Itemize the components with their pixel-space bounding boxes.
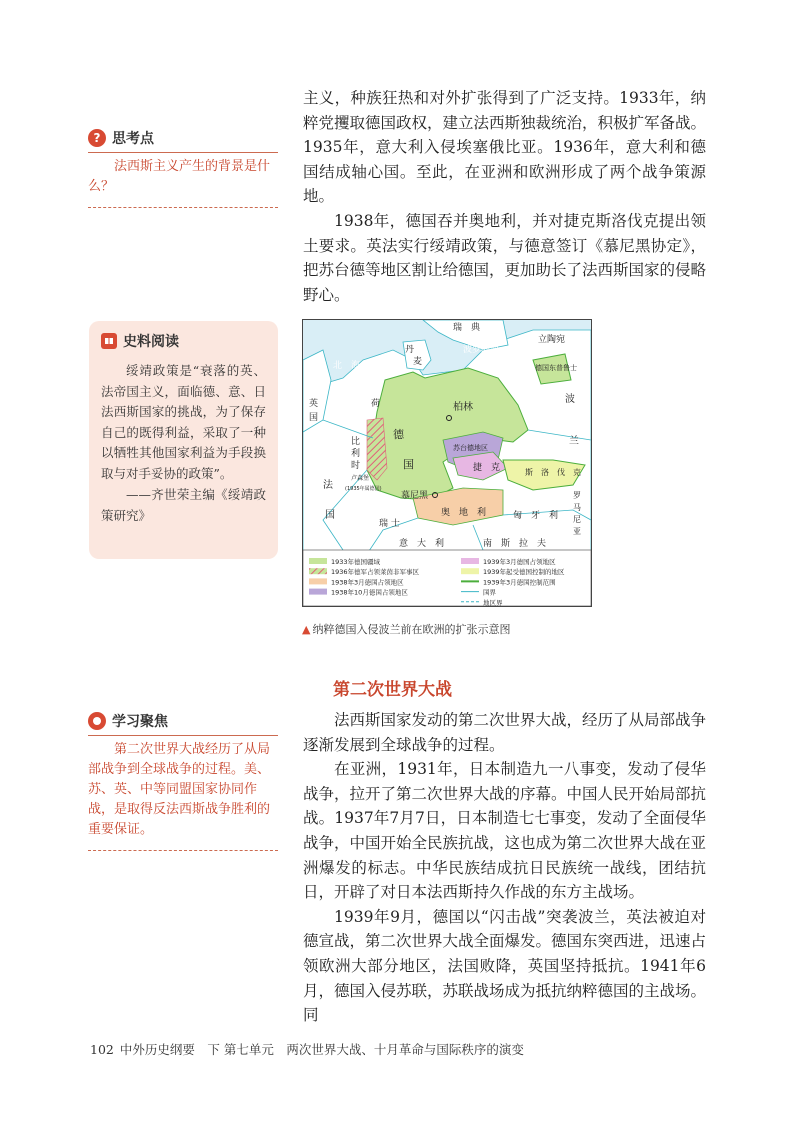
map-label-luxembourg-note: (1935年属德国) <box>345 486 382 492</box>
map-label-yugoslavia: 南 斯 拉 夫 <box>483 539 547 549</box>
legend-swatch <box>309 589 327 595</box>
legend-label: 1939年3月德国占领地区 <box>483 558 556 566</box>
divider <box>88 850 278 851</box>
legend-label: 1939年起受德国控制的地区 <box>483 568 565 577</box>
map-label-denmark2: 麦 <box>413 357 423 367</box>
legend-label: 国界 <box>483 588 496 597</box>
map-label-poland: 波 <box>565 394 575 405</box>
legend-swatch <box>309 558 327 564</box>
legend-label: 1939年3月德国控制范围 <box>483 578 556 587</box>
divider <box>88 152 278 153</box>
source-reading-box <box>89 321 278 559</box>
legend-label: 1933年德国疆域 <box>331 558 381 566</box>
source-reading-text <box>101 361 266 526</box>
map-label-belgium2: 利 <box>351 449 361 459</box>
divider <box>88 207 278 208</box>
map-label-italy: 意 大 利 <box>399 539 445 549</box>
map-label-hungary: 匈 牙 利 <box>513 511 559 521</box>
think-point-box <box>88 128 278 208</box>
footer-text: 中外历史纲要 下 第七单元 两次世界大战、十月革命与国际秩序的演变 <box>119 1042 524 1057</box>
main-text-ww2 <box>303 708 706 1028</box>
map-label-east-prussia: 德国东普鲁士 <box>535 364 577 372</box>
page-number: 102 <box>90 1042 114 1057</box>
legend-swatch <box>309 568 327 574</box>
learning-focus-header <box>88 711 278 731</box>
book-icon <box>101 333 117 349</box>
map-label-romania4: 亚 <box>573 527 581 536</box>
paragraph: 主义，种族狂热和对外扩张得到了广泛支持。1933年，纳粹党攫取德国政权，建立法西斯独裁统治，积极扩军备战。1935年，意大利入侵埃塞俄比亚。1936年，意大利和德国结成轴心国。至此，在亚洲和欧洲形成了两个战争策源地。 <box>303 89 707 206</box>
map-label-north-sea: 北 海 <box>333 361 361 371</box>
target-icon <box>88 712 106 730</box>
map-label-germany: 德 <box>393 428 404 441</box>
think-point-header <box>88 128 278 148</box>
source-reading-title: 史料阅读 <box>123 334 179 350</box>
map-label-netherlands: 荷 <box>371 399 381 409</box>
map-label-austria: 奥 地 利 <box>441 508 487 518</box>
map-label-sudeten: 苏台德地区 <box>453 444 488 452</box>
map-label-switzerland: 瑞 士 <box>379 519 400 529</box>
divider <box>88 735 278 736</box>
learning-focus-text: 第二次世界大战经历了从局部战争到全球战争的过程。美、苏、英、中等同盟国家协同作战，是取得反法西斯战争胜利的重要保证。 <box>88 742 271 837</box>
legend-label: 1938年3月德国占领地区 <box>331 578 404 587</box>
map-label-germany2: 国 <box>403 458 414 471</box>
main-text-top <box>303 86 706 307</box>
map-label-munich: 慕尼黑 <box>401 491 429 501</box>
map-caption-text: 纳粹德国入侵波兰前在欧洲的扩张示意图 <box>312 623 511 636</box>
map-label-uk2: 国 <box>309 413 319 423</box>
legend-label: 地区界 <box>483 598 503 606</box>
quote-credit: ——齐世荣主编《绥靖政策研究》 <box>101 487 266 523</box>
paragraph: 1938年，德国吞并奥地利，并对捷克斯洛伐克提出领土要求。英法实行绥靖政策，与德意签订《慕尼黑协定》，把苏台德等地区割让给德国，更加助长了法西斯国家的侵略野心。 <box>303 211 707 304</box>
paragraph: 在亚洲，1931年，日本制造九一八事变，发动了侵华战争，拉开了第二次世界大战的序幕。中国人民开始局部抗战。1937年7月7日，日本制造七七事变，发动了全面侵华战争，中国开始全民族抗战，这也成为第二次世界大战在亚洲爆发的标志。中华民族结成抗日民族统一战线，团结抗日，开辟了对日本法西斯持久作战的东方主战场。 <box>303 760 707 902</box>
map-label-france2: 国 <box>325 510 335 521</box>
map-label-belgium: 比 <box>351 437 361 447</box>
legend-swatch <box>461 558 479 564</box>
map-caption <box>302 621 510 637</box>
paragraph: 1939年9月，德国以“闪击战”突袭波兰，英法被迫对德宣战，第二次世界大战全面爆发。德国东突西进，迅速占领欧洲大部分地区，法国败降，英国坚持抵抗。1941年6月，德国入侵苏联，苏联战场成为抵抗纳粹德国的主战场。同 <box>303 907 707 1025</box>
map-label-czech: 捷 克 <box>473 463 501 473</box>
map-label-denmark: 丹 <box>405 345 415 355</box>
legend-label: 1938年10月德国占领地区 <box>331 588 408 597</box>
legend-label: 1936年德军占领莱茵非军事区 <box>331 568 420 577</box>
map-label-poland2: 兰 <box>569 436 579 447</box>
triangle-icon: ▲ <box>302 623 311 636</box>
map-label-luxembourg: 卢森堡 <box>351 475 370 482</box>
section-title: 第二次世界大战 <box>333 680 452 700</box>
map-label-romania: 罗 <box>573 491 581 500</box>
question-icon: ? <box>88 129 106 147</box>
map-svg <box>303 320 591 606</box>
paragraph: 法西斯国家发动的第二次世界大战，经历了从局部战争逐渐发展到全球战争的过程。 <box>303 711 707 754</box>
map-label-belgium3: 时 <box>351 461 361 471</box>
quote-text: 绥靖政策是“衰落的英、法帝国主义，面临德、意、日法西斯国家的挑战，为了保存自己的既得利益，采取了一种以牺牲其他国家利益为手段换取与对手妥协的政策”。 <box>101 363 266 481</box>
source-reading-header <box>101 331 266 351</box>
map-label-romania3: 尼 <box>573 515 581 524</box>
map-label-baltic: 波罗的海 <box>463 345 500 355</box>
legend-swatch <box>461 568 479 574</box>
map-label-slovakia: 斯 洛 伐 克 <box>525 468 581 477</box>
map-label-romania2: 马 <box>573 503 581 512</box>
map-label-berlin: 柏林 <box>453 402 473 413</box>
rhineland-area <box>367 418 387 480</box>
legend-swatch <box>309 578 327 584</box>
map-label-uk: 英 <box>309 399 319 409</box>
think-point-text: 法西斯主义产生的背景是什么？ <box>88 159 271 194</box>
map-label-sweden: 瑞 典 <box>453 323 481 333</box>
learning-focus-box <box>88 711 278 851</box>
page-footer <box>90 1040 524 1058</box>
think-point-title: 思考点 <box>112 131 154 147</box>
map-label-lithuania: 立陶宛 <box>538 335 566 345</box>
expansion-map <box>302 319 592 607</box>
learning-focus-title: 学习聚焦 <box>112 714 168 730</box>
map-label-france: 法 <box>323 480 333 491</box>
